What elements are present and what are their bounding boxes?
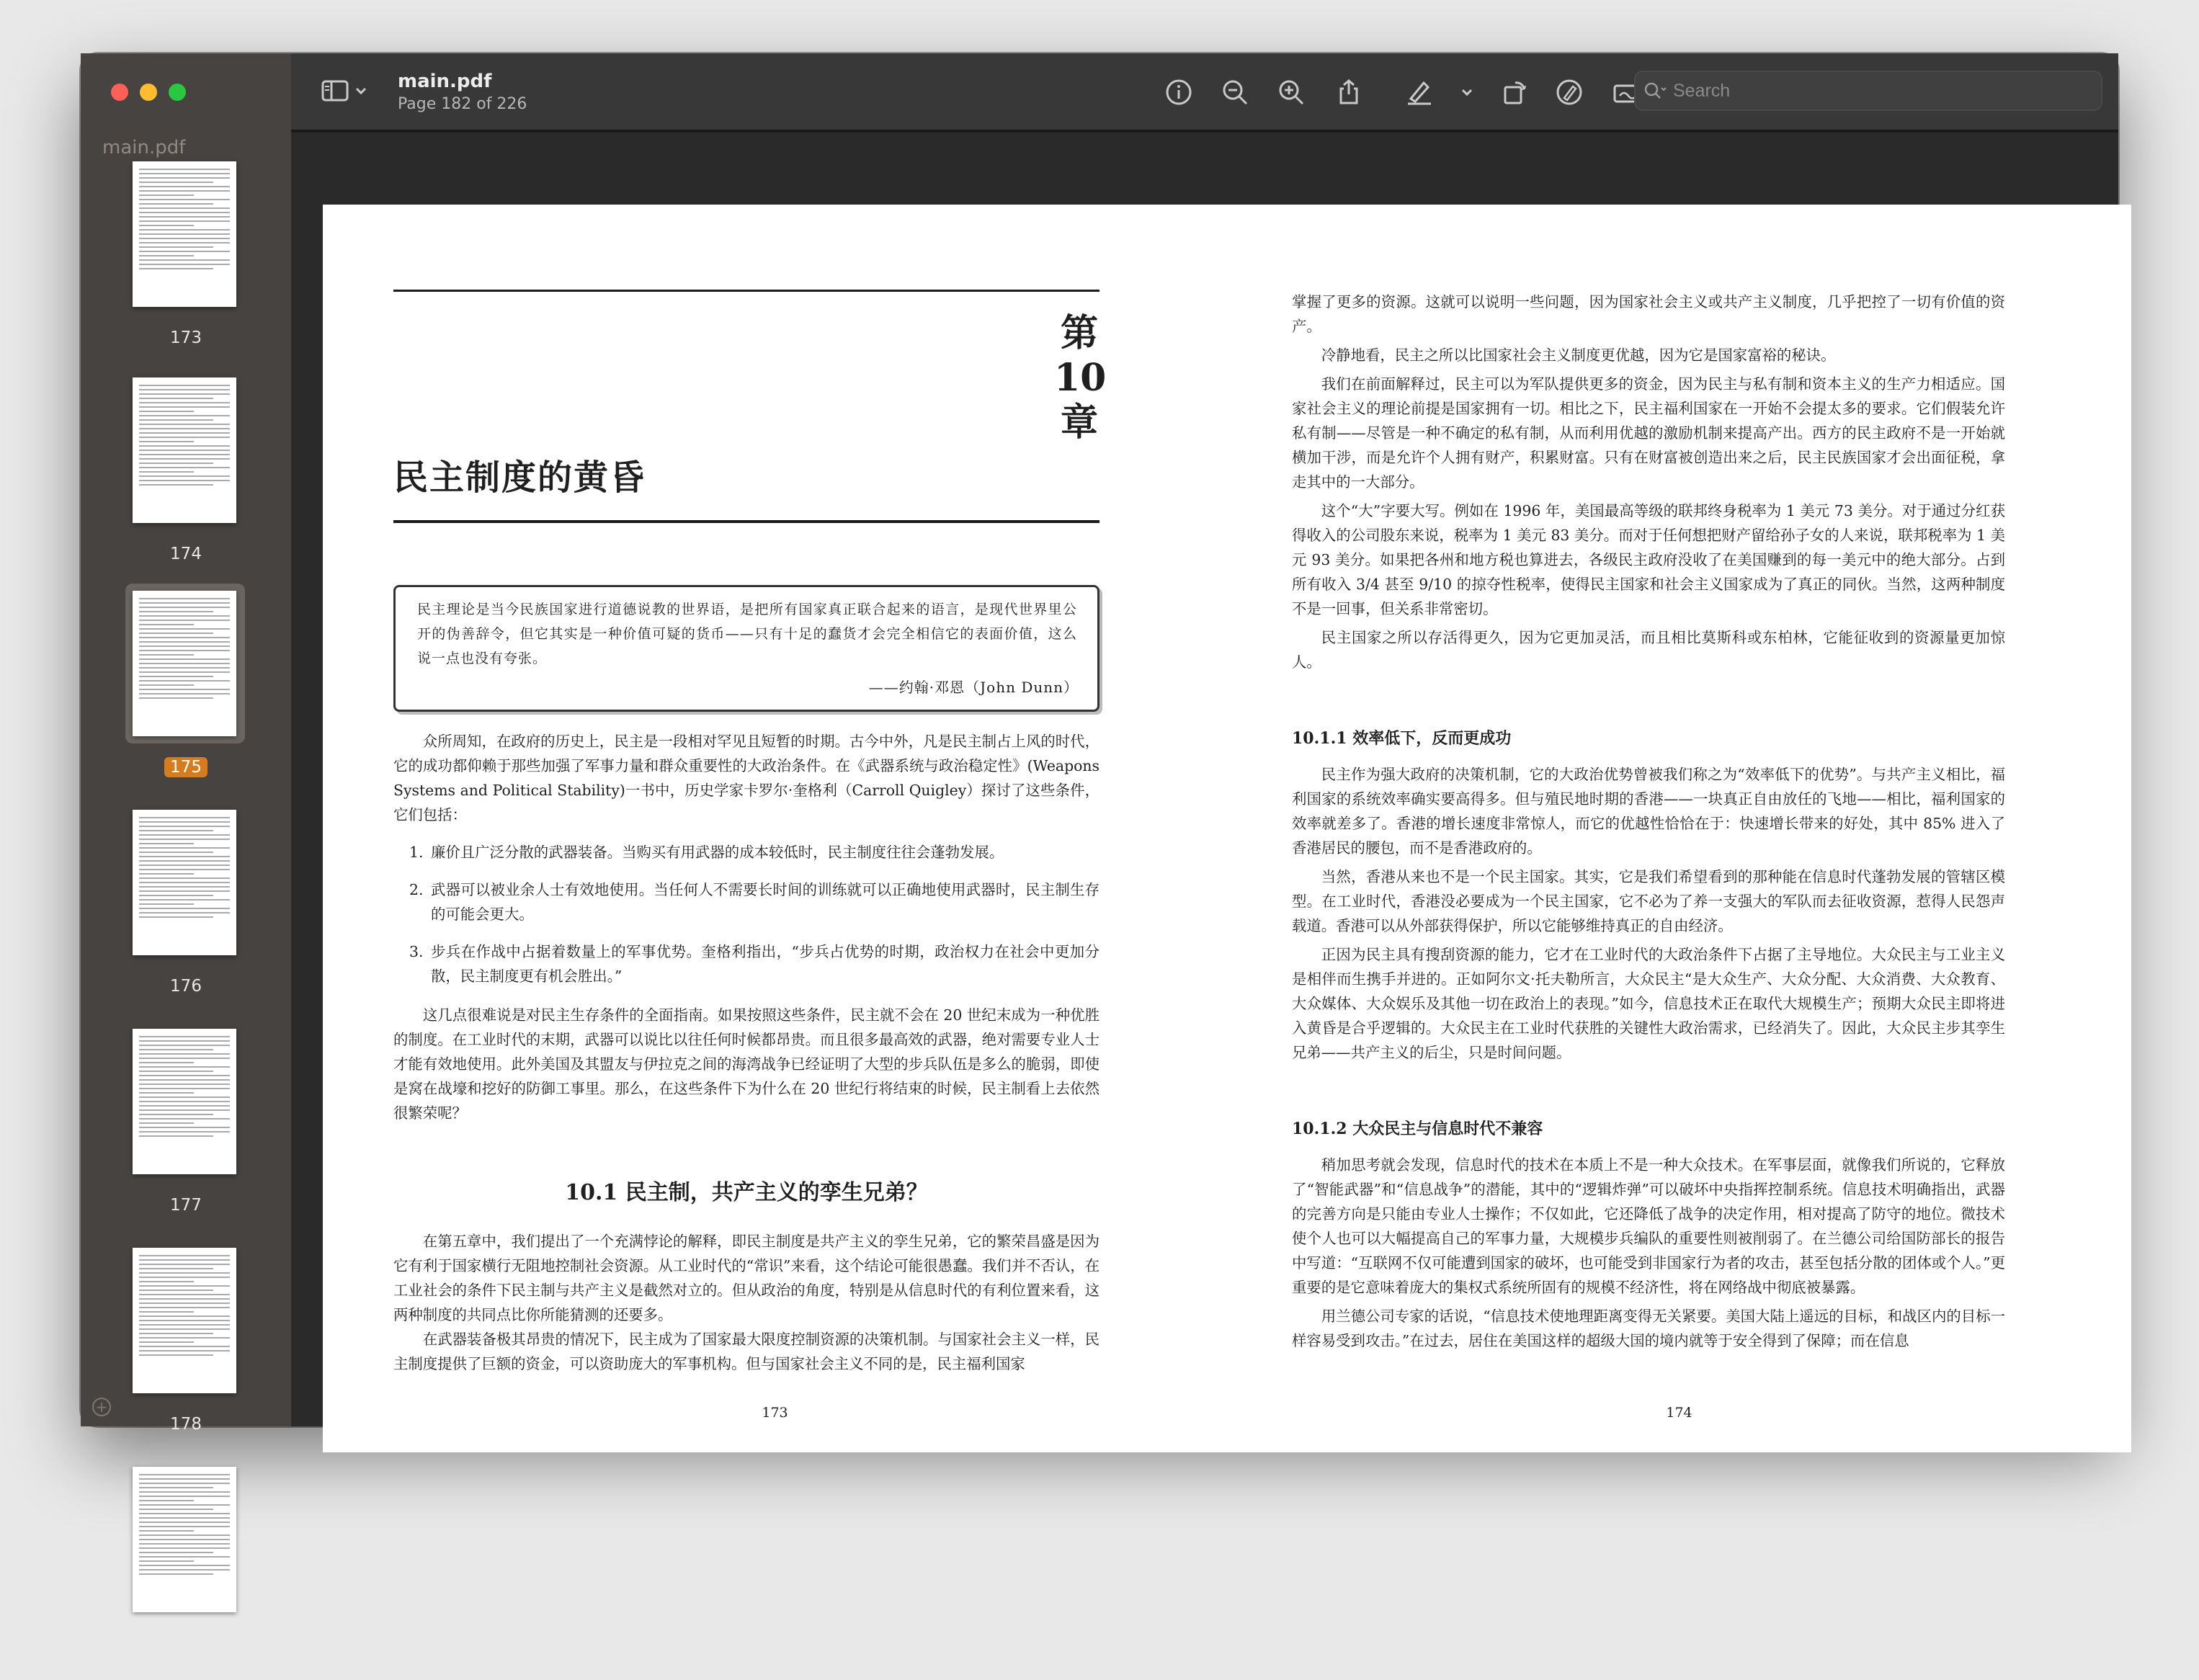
thumbnail-item[interactable] (81, 161, 291, 375)
thumbnail-item[interactable] (81, 810, 291, 1023)
info-button[interactable] (1163, 76, 1195, 108)
chapter-top-rule (393, 290, 1100, 292)
add-page-icon[interactable]: + (92, 1398, 111, 1416)
chapter-bottom-rule (393, 520, 1100, 523)
thumbnail-page-number: 174 (170, 545, 202, 563)
thumbnail-sidebar (81, 53, 291, 1434)
left-body-2 (393, 1229, 1100, 1376)
paragraph: 民主国家之所以存活得更久，因为它更加灵活，而且相比莫斯科或东柏林，它能征收到的资源量更加惊人。 (1292, 629, 2005, 671)
right-body-2 (1292, 762, 2005, 1065)
thumbnail-image (133, 161, 236, 307)
paragraph: 稍加思考就会发现，信息时代的技术在本质上不是一种大众技术。在军事层面，就像我们所说的，它释放了“智能武器”和“信息战争”的潜能，其中的“逻辑炸弹”可以破坏中央指挥控制系统。信息技术明确指出，武器的完善方向是只能由专业人士操作；不仅如此，它还降低了战争的决定作用，相对提高了防守的地位。微技术使个人也可以大幅提高自己的军事力量，大规模步兵编队的重要性则被削弱了。在兰德公司给国防部长的报告中写道：“互联网不仅可能遭到国家的破坏，也可能受到非国家行为者的攻击，甚至包括分散的团体或个人。”更重要的是它意味着庞大的集权式系统所固有的规模不经济性，将在网络战中彻底被暴露。 (1292, 1156, 2005, 1296)
paragraph: 我们在前面解释过，民主可以为军队提供更多的资金，因为民主与私有制和资本主义的生产力相适应。国家社会主义的理论前提是国家拥有一切。相比之下，民主福利国家在一开始不会提太多的要求。它们假装允许私有制——尽管是一种不确定的私有制，从而利用优越的激励机制来提高产出。西方的民主政府不是一开始就横加干涉，而是允许个人拥有财产，积累财富。只有在财富被创造出来之后，民主民族国家才会出面征税，拿走其中的一大部分。 (1292, 375, 2005, 491)
zoom-out-icon (1221, 79, 1249, 106)
thumbnail-page-number: 175 (81, 758, 291, 777)
paragraph: 众所周知，在政府的历史上，民主是一段相对罕见且短暂的时期。古今中外，凡是民主制占上风的时代，它的成功都仰赖于那些加强了军事力量和群众重要性的大政治条件。在《武器系统与政治稳定性》(Weapons Systems and Political Stability)一书中，历史学家卡罗尔·奎格利（Carroll Quigley）探讨了这些条件，它们包括： (393, 733, 1100, 823)
thumbnail-image (133, 591, 236, 736)
document-title: main.pdf (398, 71, 492, 92)
paragraph: 用兰德公司专家的话说，“信息技术使地理距离变得无关紧要。美国大陆上遥远的目标，和战区内的目标一样容易受到攻击。”在过去，居住在美国这样的超级大国的境内就等于安全得到了保障；而在信息 (1292, 1308, 2005, 1349)
thumbnail-item[interactable] (81, 1029, 291, 1242)
thumbnail-list[interactable] (81, 161, 291, 1434)
share-button[interactable] (1333, 76, 1365, 108)
zoom-out-button[interactable] (1219, 76, 1251, 108)
document-view[interactable] (291, 133, 2118, 1426)
rotate-icon (1501, 79, 1528, 106)
zoom-in-icon (1277, 79, 1305, 106)
highlight-menu-button[interactable] (1451, 76, 1483, 108)
highlight-pen-icon (1405, 79, 1434, 106)
paragraph: 当然，香港从来也不是一个民主国家。其实，它是我们希望看到的那种能在信息时代蓬勃发展的管辖区模型。在工业时代，香港没必要成为一个民主国家，它不必为了养一支强大的军队而去征收资源，惹得人民怨声载道。香港可以从外部获得保护，所以它能够维持真正的自由经济。 (1292, 868, 2005, 934)
thumbnail-image (133, 1248, 236, 1393)
markup-icon (1556, 79, 1583, 106)
thumbnail-page-number: 178 (170, 1415, 202, 1434)
conditions-list (393, 840, 1100, 988)
paragraph: 正因为民主具有搜刮资源的能力，它才在工业时代的大政治条件下占据了主导地位。大众民主与工业主义是相伴而生携手并进的。正如阿尔文·托夫勒所言，大众民主“是大众生产、大众分配、大众消费、大众教育、大众媒体、大众娱乐及其他一切在政治上的表现。”如今，信息技术正在取代大规模生产；预期大众民主即将进入黄昏是合乎逻辑的。大众民主在工业时代获胜的关键性大政治需求，已经消失了。因此，大众民主步其孪生兄弟——共产主义的后尘，只是时间问题。 (1292, 946, 2005, 1061)
page-indicator: Page 182 of 226 (398, 95, 527, 113)
info-icon (1165, 79, 1192, 106)
toolbar (291, 53, 2118, 131)
paragraph: 在武器装备极其昂贵的情况下，民主成为了国家最大限度控制资源的决策机制。与国家社会主义一样，民主制度提供了巨额的资金，可以资助庞大的军事机构。但与国家社会主义不同的是，民主福利国家 (393, 1331, 1100, 1372)
chapter-marker (1054, 311, 1105, 445)
window-controls (111, 84, 186, 101)
share-icon (1335, 79, 1362, 106)
chapter-marker-number: 10 (1054, 356, 1107, 400)
thumbnail-image (133, 377, 236, 523)
paragraph: 掌握了更多的资源。这就可以说明一些问题，因为国家社会主义或共产主义制度，几乎把控了一切有价值的资产。 (1292, 293, 2005, 335)
thumbnail-image (133, 1029, 236, 1174)
thumbnail-item[interactable] (81, 591, 291, 804)
rotate-button[interactable] (1499, 76, 1530, 108)
section-heading: 10.1 民主制，共产主义的孪生兄弟？ (565, 1180, 928, 1205)
search-field[interactable] (1634, 71, 2102, 111)
thumbnail-item[interactable] (81, 377, 291, 591)
list-item: 1. 廉价且广泛分散的武器装备。当购买有用武器的成本较低时，民主制度往往会蓬勃发展。 (409, 844, 1004, 861)
paragraph: 在第五章中，我们提出了一个充满悖论的解释，即民主制度是共产主义的孪生兄弟，它的繁荣昌盛是因为它有利于国家横行无阻地控制社会资源。从工业时代的“常识”来看，这个结论可能很愚蠢。我们并不否认，在工业社会的条件下民主制与共产主义是截然对立的。但从政治的角度，特别是从信息时代的有利位置来看，这两种制度的共同点比你所能猜测的还要多。 (393, 1233, 1100, 1323)
highlight-button[interactable] (1404, 76, 1435, 108)
sidebar-toggle-button[interactable] (321, 79, 367, 102)
subsection-heading: 10.1.1 效率低下，反而更成功 (1292, 729, 1512, 748)
right-body-1 (1292, 290, 2005, 674)
search-icon (1643, 81, 1667, 101)
page-173 (323, 205, 1227, 1452)
chevron-down-icon (1460, 87, 1473, 97)
page-spread (323, 205, 2131, 1452)
minimize-button[interactable] (140, 84, 157, 101)
page-174 (1227, 205, 2131, 1452)
thumbnail-image (133, 810, 236, 955)
search-input[interactable] (1673, 81, 2077, 102)
chapter-marker-zhang: 章 (1060, 401, 1098, 444)
right-body-3 (1292, 1153, 2005, 1353)
thumbnail-page-number: 176 (170, 977, 202, 996)
paragraph: 这个“大”字要大写。例如在 1996 年，美国最高等级的联邦终身税率为 1 美元 73 美分。对于通过分红获得收入的公司股东来说，税率为 1 美元 83 美分。而对于任何想把财产留给孙子女的人来说，联邦税率为 1 美元 93 美分。如果把各州和地方税也算进去，各级民主政府没收了在美国赚到的每一美元中的绝大部分。占到所有收入 3/4 甚至 9/10 的掠夺性税率，使得民主国家和社会主义国家成为了真正的同伙。当然，这两种制度不是一回事，但关系非常密切。 (1292, 502, 2005, 617)
thumbnail-page-number: 173 (170, 329, 202, 347)
thumbnail-item[interactable] (81, 1248, 291, 1461)
paragraph: 这几点很难说是对民主生存条件的全面指南。如果按照这些条件，民主就不会在 20 世纪末成为一种优胜的制度。在工业时代的末期，武器可以说比以往任何时候都昂贵。而且很多最高效的武器，绝对需要专业人士才能有效地使用。此外美国及其盟友与伊拉克之间的海湾战争已经证明了大型的步兵队伍是多么的脆弱，即使是窝在战壕和挖好的防御工事里。那么，在这些条件下为什么在 20 世纪行将结束的时候，民主制看上去依然很繁荣呢？ (393, 1006, 1100, 1122)
thumbnail-image (133, 1467, 236, 1612)
epigraph-attribution: ——约翰·邓恩（John Dunn） (868, 679, 1079, 696)
chapter-title: 民主制度的黄昏 (393, 457, 646, 498)
page-number: 173 (762, 1405, 788, 1421)
epigraph-box (393, 585, 1100, 712)
thumbnail-item[interactable] (81, 1467, 291, 1680)
chevron-down-icon (354, 86, 367, 96)
close-button[interactable] (111, 84, 128, 101)
markup-button[interactable] (1553, 76, 1585, 108)
chapter-marker-di: 第 (1060, 311, 1098, 355)
list-item: 2. 武器可以被业余人士有效地使用。当任何人不需要长时间的训练就可以正确地使用武器时，民主制生存的可能会更大。 (409, 881, 1100, 923)
sidebar-toggle-icon (321, 79, 350, 102)
thumbnail-page-number: 177 (170, 1196, 202, 1215)
preview-window (81, 53, 2118, 1434)
left-body-1 (393, 729, 1100, 1125)
epigraph-text: 民主理论是当今民族国家进行道德说教的世界语，是把所有国家真正联合起来的语言，是现代世界里公开的伪善辞令，但它其实是一种价值可疑的货币——只有十足的蠢货才会完全相信它的表面价值，这么说一点也没有夸张。 (417, 602, 1077, 666)
list-item: 3. 步兵在作战中占据着数量上的军事优势。奎格利指出，“步兵占优势的时期，政治权力在社会中更加分散，民主制度更有机会胜出。” (409, 943, 1100, 985)
paragraph: 冷静地看，民主之所以比国家社会主义制度更优越，因为它是国家富裕的秘诀。 (1321, 347, 1836, 364)
zoom-in-button[interactable] (1275, 76, 1307, 108)
zoom-button[interactable] (169, 84, 186, 101)
subsection-heading: 10.1.2 大众民主与信息时代不兼容 (1292, 1120, 1543, 1138)
paragraph: 民主作为强大政府的决策机制，它的大政治优势曾被我们称之为“效率低下的优势”。与共产主义相比，福利国家的系统效率确实要高得多。但与殖民地时期的香港——一块真正自由放任的飞地——相比，福利国家的效率就差多了。香港的增长速度非常惊人，而它的优越性恰恰在于：快速增长带来的好处，其中 85% 进入了香港居民的腰包，而不是香港政府的。 (1292, 766, 2005, 857)
sidebar-title: main.pdf (102, 137, 186, 158)
page-number: 174 (1666, 1405, 1692, 1421)
